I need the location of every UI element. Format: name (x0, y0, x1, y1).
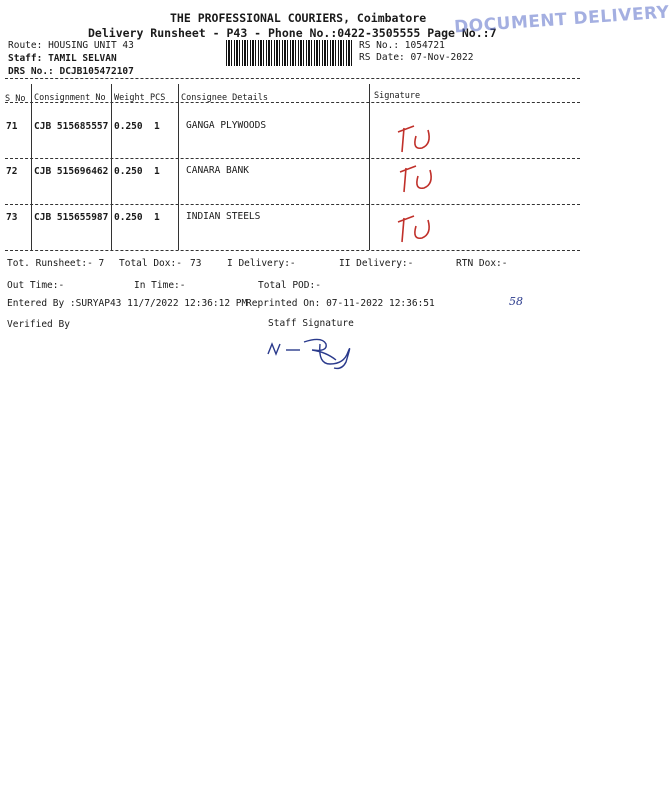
rtn-dox: RTN Dox:- (456, 258, 508, 269)
total-dox-value: 73 (190, 258, 202, 269)
col-header-pcs: PCS (150, 93, 166, 103)
column-divider (178, 84, 179, 250)
tot-runsheet: Tot. Runsheet:- 7 (7, 258, 105, 269)
row-pcs: 1 (154, 212, 160, 223)
row-consignee: INDIAN STEELS (186, 211, 261, 222)
col-header-signature: Signature (374, 91, 421, 101)
in-time: In Time:- (134, 280, 186, 291)
drs-value: DCJB105472107 (59, 66, 134, 77)
row-divider (5, 158, 580, 159)
row-consignment: CJB 515696462 (34, 166, 109, 177)
row-weight: 0.250 (114, 166, 143, 177)
drs-row (8, 66, 134, 77)
col-header-weight: Weight (114, 93, 145, 103)
row-weight: 0.250 (114, 212, 143, 223)
rs-no-row (359, 40, 445, 51)
table-bottom-rule (5, 250, 580, 251)
verified-by: Verified By (7, 319, 70, 330)
row-sno: 72 (6, 166, 18, 177)
rs-no-label: RS No.: (359, 40, 400, 51)
handwritten-signature-red (392, 118, 444, 158)
company-title: THE PROFESSIONAL COURIERS, Coimbatore (170, 11, 427, 25)
rs-date-value: 07-Nov-2022 (410, 52, 474, 63)
row-divider (5, 204, 580, 205)
rs-date-label: RS Date: (359, 52, 405, 63)
handwritten-signature-red (392, 158, 444, 198)
handwritten-signature-red (392, 206, 444, 246)
row-sno: 73 (6, 212, 18, 223)
route-row (8, 40, 134, 51)
rs-date-row (359, 52, 473, 63)
col-header-consignee: Consignee Details (181, 93, 268, 103)
column-divider (31, 84, 32, 250)
row-consignment: CJB 515655987 (34, 212, 109, 223)
row-consignee: GANGA PLYWOODS (186, 120, 267, 131)
out-time: Out Time:- (7, 280, 65, 291)
staff-signature-label: Staff Signature (268, 318, 354, 329)
ii-delivery: II Delivery:- (339, 258, 414, 269)
reprinted-on: Reprinted On: 07-11-2022 12:36:51 (246, 298, 435, 309)
col-header-sno: S No (5, 94, 26, 104)
row-consignment: CJB 515685557 (34, 121, 109, 132)
total-pod: Total POD:- (258, 280, 321, 291)
staff-signature-scribble (264, 334, 364, 372)
runsheet-subtitle: Delivery Runsheet - P43 - Phone No.:0422-3505555 Page No.:7 (88, 26, 497, 40)
entered-by: Entered By :SURYAP43 11/7/2022 12:36:12 PM (7, 298, 248, 309)
row-weight: 0.250 (114, 121, 143, 132)
column-divider (111, 84, 112, 250)
row-pcs: 1 (154, 166, 160, 177)
handwritten-note: 58 (509, 295, 523, 308)
col-header-consignment: Consignment No (34, 93, 106, 103)
row-sno: 71 (6, 121, 18, 132)
i-delivery: I Delivery:- (227, 258, 296, 269)
table-top-rule (5, 78, 580, 79)
document-delivery-stamp: DOCUMENT DELIVERY (453, 2, 670, 38)
row-pcs: 1 (154, 121, 160, 132)
barcode (226, 40, 352, 66)
total-dox-label: Total Dox:- (119, 258, 182, 269)
staff-label: Staff: (8, 53, 43, 64)
route-label: Route: (8, 40, 43, 51)
drs-label: DRS No.: (8, 66, 54, 77)
column-divider (369, 84, 370, 250)
row-consignee: CANARA BANK (186, 165, 249, 176)
rs-no-value: 1054721 (404, 40, 445, 51)
staff-row (8, 53, 117, 64)
staff-value: TAMIL SELVAN (48, 53, 117, 64)
route-value: HOUSING UNIT 43 (48, 40, 134, 51)
